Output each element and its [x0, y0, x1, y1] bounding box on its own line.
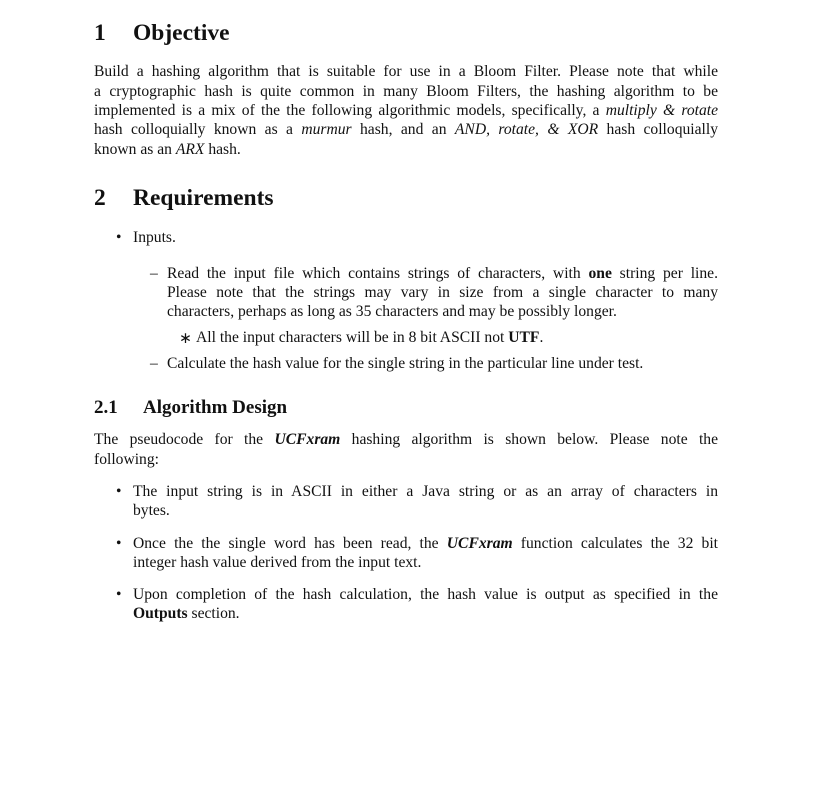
- section-requirements-heading: [94, 185, 274, 212]
- text-run: function calculates the 32 bit: [512, 535, 718, 552]
- section-title: Objective: [133, 20, 230, 46]
- bold-text: UTF: [508, 329, 540, 346]
- bullet-marker: •: [116, 535, 122, 552]
- section-objective-heading: [94, 20, 230, 47]
- function-name: UCFxram: [274, 431, 341, 448]
- text-run: The pseudocode for the: [94, 431, 275, 448]
- text-run: section.: [187, 605, 240, 622]
- text-run: .: [539, 329, 544, 346]
- star-marker: ∗: [179, 330, 193, 347]
- text-run: Read the input file which contains strings of characters, with: [167, 265, 589, 282]
- bullet-line: [133, 604, 240, 624]
- subsection-title: Algorithm Design: [143, 397, 288, 418]
- text-run: known as an: [94, 141, 176, 158]
- star-item: [196, 328, 543, 348]
- emphasis-text: murmur: [301, 121, 352, 138]
- dash-item-line: characters, perhaps as long as 35 characters and may be possibly longer.: [167, 303, 617, 320]
- bullet-line: [133, 534, 718, 554]
- dash-item-line: [167, 264, 718, 284]
- intro-line: [94, 430, 718, 450]
- dash-marker: –: [150, 355, 158, 372]
- intro-line: following:: [94, 451, 159, 468]
- paragraph-line: a cryptographic hash is quite common in many Bloom Filters, the hashing algorithm to be: [94, 83, 718, 100]
- bullet-line: The input string is in ASCII in either a Java string or as an array of characters in: [133, 483, 718, 500]
- subsection-number: 2.1: [94, 397, 118, 418]
- bold-text: Outputs: [133, 605, 188, 622]
- dash-marker: –: [150, 265, 158, 282]
- section-number: 1: [94, 20, 106, 46]
- text-run: hashing algorithm is shown below. Please note the: [340, 431, 719, 448]
- paragraph-line: [94, 140, 241, 160]
- bullet-inputs: Inputs.: [133, 229, 176, 246]
- bullet-line: integer hash value derived from the input text.: [133, 554, 422, 571]
- text-run: Once the the single word has been read, the: [133, 535, 447, 552]
- emphasis-text: AND, rotate, & XOR: [454, 121, 599, 138]
- bullet-line: Upon completion of the hash calculation, the hash value is output as specified in the: [133, 586, 718, 603]
- text-run: hash colloquially: [598, 121, 718, 138]
- dash-item-line: Please note that the strings may vary in size from a single character to many: [167, 284, 718, 301]
- section-title: Requirements: [133, 185, 274, 211]
- bullet-marker: •: [116, 586, 122, 603]
- subsection-algorithm-design-heading: [94, 397, 287, 419]
- bullet-marker: •: [116, 483, 122, 500]
- paragraph-line: [94, 101, 718, 121]
- text-run: hash colloquially known as a: [94, 121, 302, 138]
- dash-item-line: Calculate the hash value for the single string in the particular line under test.: [167, 355, 644, 372]
- paragraph-line: Build a hashing algorithm that is suitable for use in a Bloom Filter. Please note that while: [94, 63, 718, 80]
- text-run: implemented is a mix of the the following algorithmic models, specifically, a: [94, 102, 606, 119]
- text-run: hash, and an: [351, 121, 455, 138]
- function-name: UCFxram: [446, 535, 513, 552]
- text-run: All the input characters will be in 8 bit ASCII not: [196, 329, 509, 346]
- paragraph-line: [94, 120, 718, 140]
- emphasis-text: ARX: [175, 141, 205, 158]
- text-run: string per line.: [611, 265, 718, 282]
- text-run: hash.: [204, 141, 241, 158]
- bullet-marker: •: [116, 229, 122, 246]
- bold-text: one: [588, 265, 612, 282]
- bullet-line: bytes.: [133, 502, 170, 519]
- emphasis-text: multiply & rotate: [605, 102, 719, 119]
- section-number: 2: [94, 185, 106, 211]
